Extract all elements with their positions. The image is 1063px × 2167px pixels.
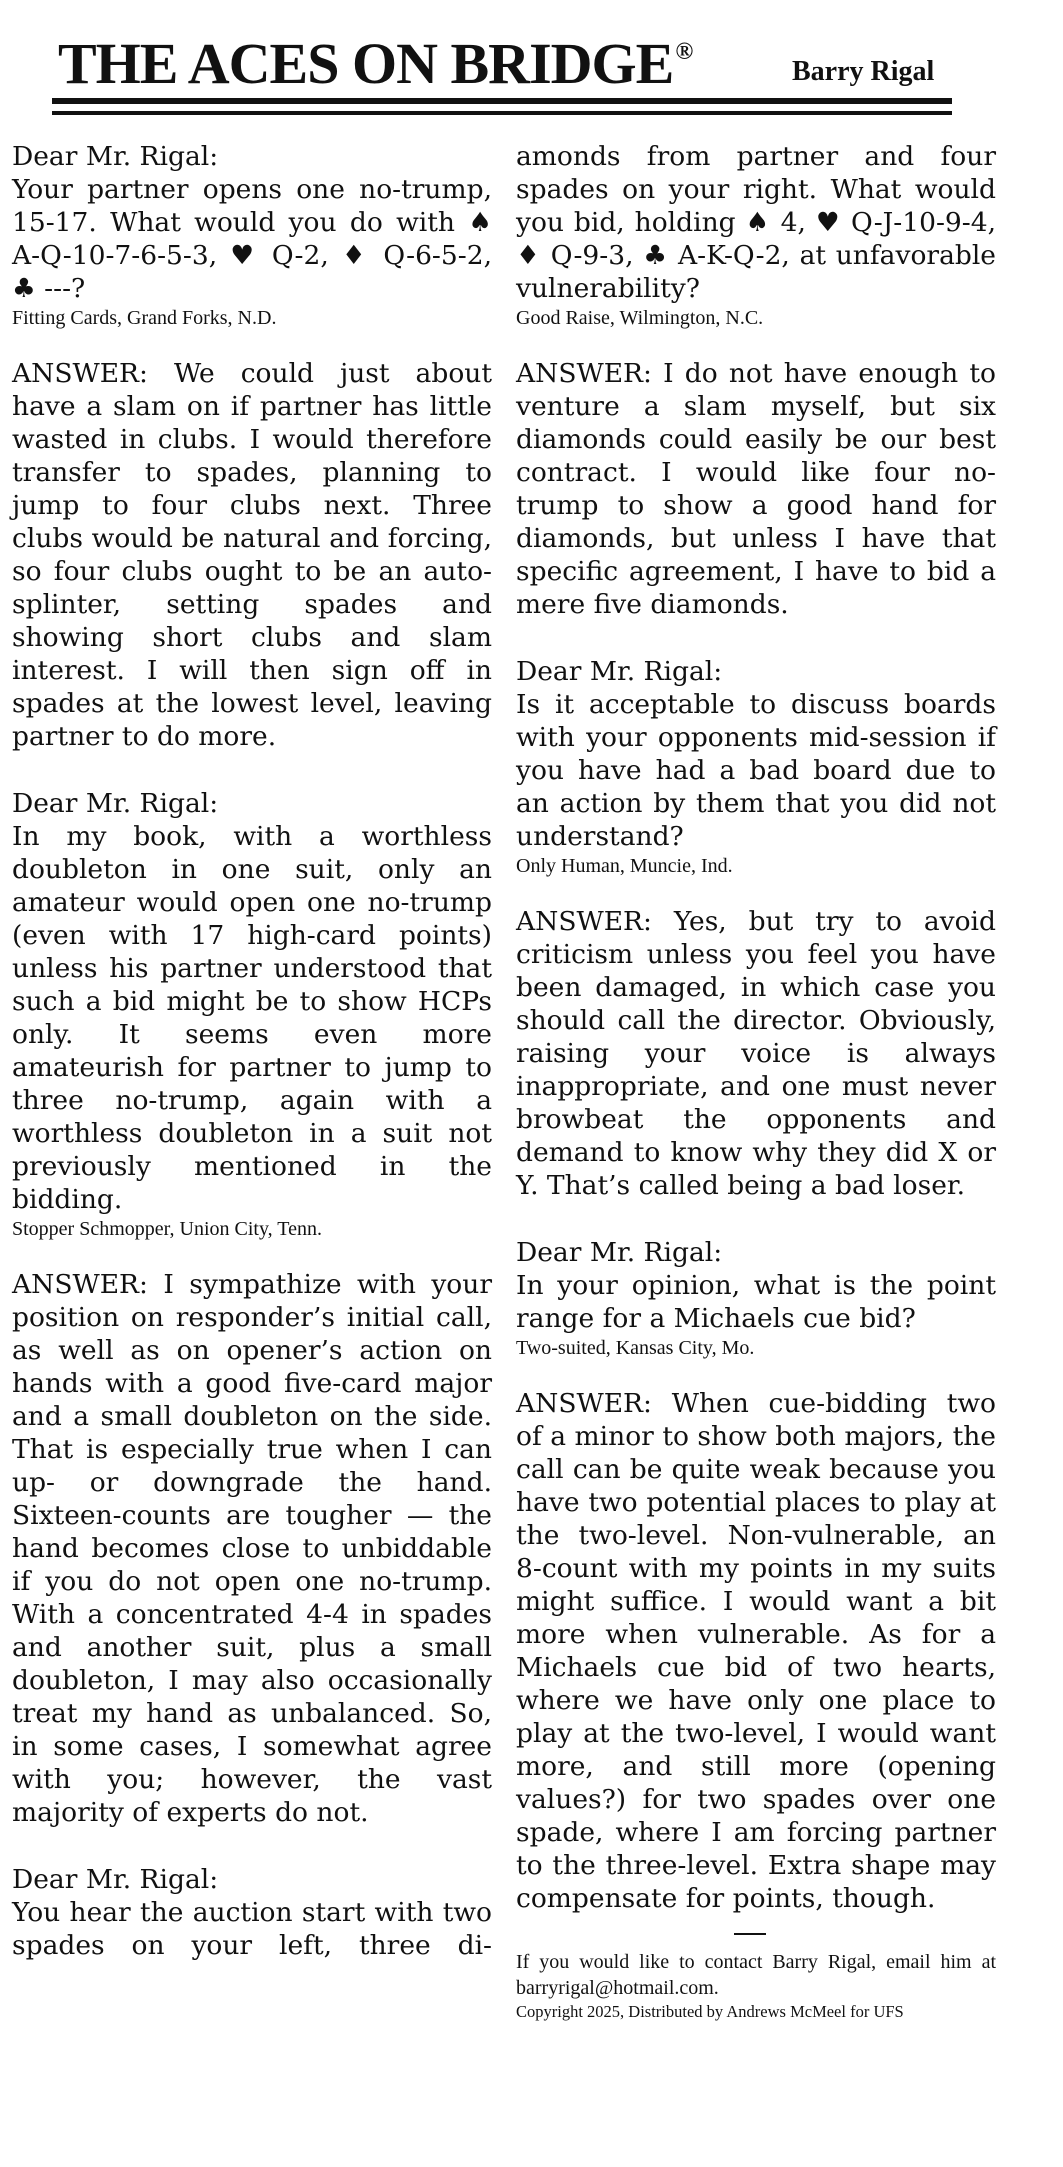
right-column: [516, 140, 996, 2023]
letter-question: In your opinion, what is the point range for a Michaels cue bid?: [516, 1270, 996, 1334]
letter-signature: Two-suited, Kansas City, Mo.: [516, 1337, 755, 1359]
letter-signature: Only Human, Muncie, Ind.: [516, 855, 733, 877]
masthead: [52, 28, 952, 123]
letter-greeting: Dear Mr. Rigal:: [12, 141, 219, 172]
letter-answer: ANSWER: Yes, but try to avoid criticism unless you feel you have been damaged, in which case you should call the director. Obviously, raising your voice is always inappropriate, and one must never browbeat the opponents and demand to know why they did X or Y. That’s called being a bad loser.: [516, 906, 996, 1201]
letter-greeting: Dear Mr. Rigal:: [12, 788, 219, 819]
letter-question: In my book, with a worthless doubleton in one suit, only an amateur would open one no-trump (even with 17 high-card points) unless his partner understood that such a bid might be to show HCPs only. It seems even more amateurish for partner to jump to three no-trump, again with a worthless doubleton in a suit not previously mentioned in the bidding.: [12, 821, 492, 1215]
letter-3-start: [12, 1863, 492, 1962]
letter-signature: Good Raise, Wilmington, N.C.: [516, 307, 764, 329]
left-column: [12, 140, 492, 1962]
registered-mark: ®: [675, 38, 693, 65]
letter-1: [12, 140, 492, 753]
letter-question: Is it acceptable to discuss boards with your opponents mid-session if you have had a bad board due to an action by them that you did not understand?: [516, 689, 996, 852]
letter-question: Your partner opens one no-trump, 15-17. What would you do with ♠ A-Q-10-7-6-5-3, ♥ Q-2, ♦ Q-6-5-2, ♣ ---?: [12, 174, 492, 304]
author-byline: Barry Rigal: [792, 56, 935, 87]
letter-answer: ANSWER: I sympathize with your position on responder’s initial call, as well as on opener’s action on hands with a good five-card major and a small doubleton on the side. That is especially true when I can up- or downgrade the hand. Sixteen-counts are tougher — the hand becomes close to unbiddable if you do not open one no-trump. With a concentrated 4-4 in spades and another suit, plus a small doubleton, I may also occasionally treat my hand as unbalanced. So, in some cases, I somewhat agree with you; however, the vast majority of experts do not.: [12, 1269, 492, 1828]
contact-note: If you would like to contact Barry Rigal, email him at barryrigal@hotmail.com.: [516, 1951, 996, 1999]
letter-5: [516, 1236, 996, 1915]
column-title: [58, 30, 692, 97]
letter-greeting: Dear Mr. Rigal:: [12, 1864, 219, 1895]
letter-3-continued: [516, 140, 996, 621]
letter-greeting: Dear Mr. Rigal:: [516, 1237, 723, 1268]
end-mark-divider: [734, 1933, 766, 1935]
letter-2: [12, 787, 492, 1829]
letter-signature: Fitting Cards, Grand Forks, N.D.: [12, 307, 277, 329]
letter-answer: ANSWER: I do not have enough to venture a slam myself, but six diamonds could easily be our best contract. I would like four no-trump to show a good hand for diamonds, but unless I have that specific agreement, I have to bid a mere five diamonds.: [516, 358, 996, 620]
masthead-rule-thick: [52, 98, 952, 104]
column-title-text: THE ACES ON BRIDGE: [58, 31, 674, 96]
letter-question-part2: amonds from partner and four spades on your right. What would you bid, holding ♠ 4, ♥ Q-J-10-9-4, ♦ Q-9-3, ♣ A-K-Q-2, at unfavorable vulnerability?: [516, 141, 996, 304]
letter-greeting: Dear Mr. Rigal:: [516, 656, 723, 687]
letter-4: [516, 655, 996, 1202]
letter-question-part1: You hear the auction start with two spades on your left, three di-: [12, 1897, 492, 1961]
letter-answer: ANSWER: When cue-bidding two of a minor to show both majors, the call can be quite weak because you have two potential places to play at the two-level. Non-vulnerable, an 8-count with my points in my suits might suffice. I would want a bit more when vulnerable. As for a Michaels cue bid of two hearts, where we have only one place to play at the two-level, I would want more, and still more (opening values?) for two spades over one spade, where I am forcing partner to the three-level. Extra shape may compensate for points, though.: [516, 1388, 996, 1914]
copyright-line: Copyright 2025, Distributed by Andrews McMeel for UFS: [516, 2002, 904, 2021]
letter-signature: Stopper Schmopper, Union City, Tenn.: [12, 1218, 322, 1240]
letter-answer: ANSWER: We could just about have a slam on if partner has little wasted in clubs. I would therefore transfer to spades, planning to jump to four clubs next. Three clubs would be natural and forcing, so four clubs ought to be an auto-splinter, setting spades and showing short clubs and slam interest. I will then sign off in spades at the lowest level, leaving partner to do more.: [12, 358, 492, 752]
masthead-rule-thin: [52, 111, 952, 115]
